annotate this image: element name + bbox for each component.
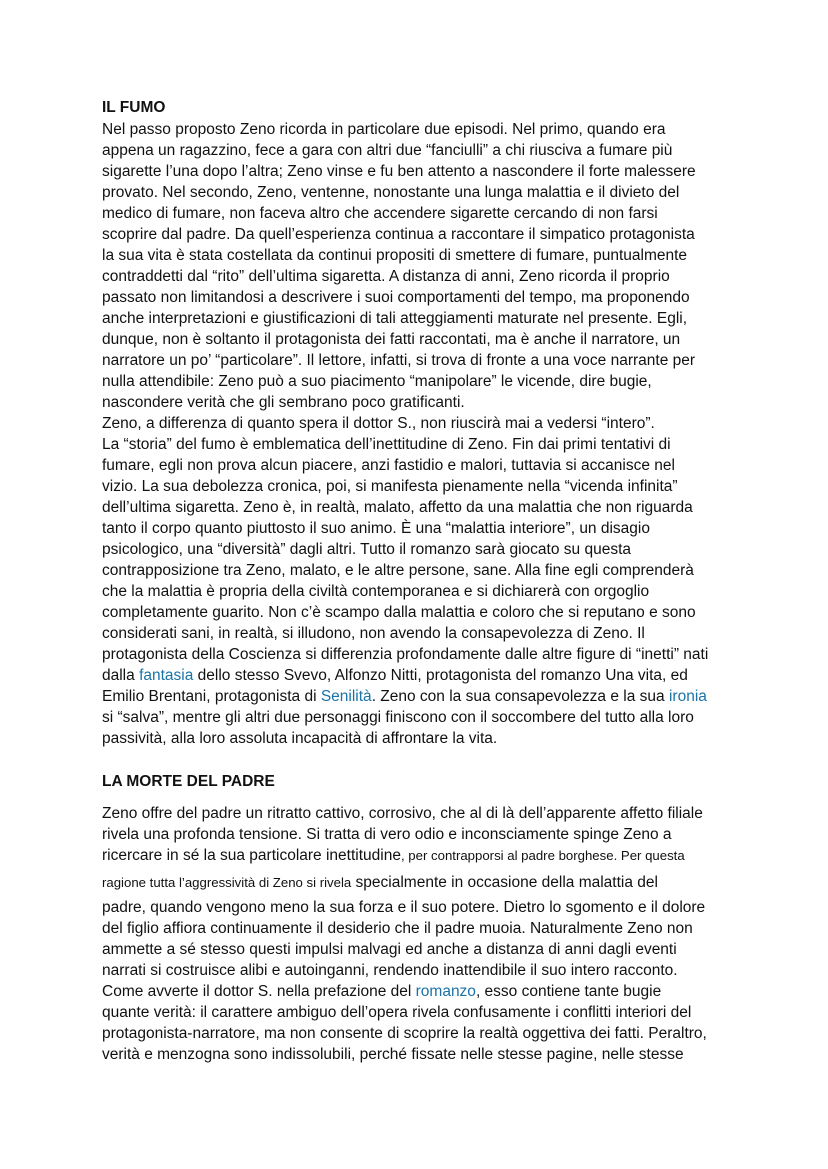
text-line: ammette a sé stesso questi impulsi malvagi ed anche a distanza di anni dagli eventi <box>102 941 677 958</box>
text-span: , esso contiene tante bugie <box>475 983 662 1000</box>
text-line: passato non limitandosi a descrivere i suoi comportamenti del tempo, ma proponendo <box>102 289 690 306</box>
text-line: fumare, egli non prova alcun piacere, anzi fastidio e malori, tuttavia si accanisce nel <box>102 457 675 474</box>
section-heading-morte-del-padre: LA MORTE DEL PADRE <box>102 773 275 790</box>
text-line: dunque, non è soltanto il protagonista dei fatti raccontati, ma è anche il narratore, un <box>102 331 681 348</box>
text-span: Come avverte il dottor S. nella prefazione del <box>102 983 416 1000</box>
text-line: passività, alla loro assoluta incapacità di affrontare la vita. <box>102 730 498 747</box>
text-line: Zeno offre del padre un ritratto cattivo, corrosivo, che al di là dell’apparente affetto filiale <box>102 805 703 822</box>
text-line <box>102 873 658 893</box>
text-line: tanto il corpo quanto piuttosto il suo animo. È una “malattia interiore”, un disagio <box>102 520 650 537</box>
link-fantasia[interactable]: fantasia <box>139 667 194 684</box>
text-line: narrati si costruisce alibi e autoinganni, rendendo inattendibile il suo intero racconto. <box>102 962 678 979</box>
text-line: rivela una profonda tensione. Si tratta di vero odio e inconsciamente spinge Zeno a <box>102 826 672 843</box>
text-line: contraddetti dal “rito” dell’ultima sigaretta. A distanza di anni, Zeno ricorda il proprio <box>102 268 670 285</box>
text-line: anche interpretazioni e giustificazioni di tali atteggiamenti maturate nel presente. Egli, <box>102 310 688 327</box>
text-line: La “storia” del fumo è emblematica dell’inettitudine di Zeno. Fin dai primi tentativi di <box>102 436 671 453</box>
text-line: scoprire dal padre. Da quell’esperienza continua a raccontare il simpatico protagonista <box>102 226 695 243</box>
text-line: medico di fumare, non faceva altro che accendere sigarette cercando di non farsi <box>102 205 658 222</box>
text-span-small: ragione tutta l’aggressività di Zeno si rivela <box>102 875 352 890</box>
text-span: dello stesso Svevo, Alfonzo Nitti, protagonista del romanzo Una vita, ed <box>193 667 688 684</box>
text-line: la sua vita è stata costellata da continui propositi di smettere di fumare, puntualmente <box>102 247 688 264</box>
text-line: padre, quando vengono meno la sua forza e il suo potere. Dietro lo sgomento e il dolore <box>102 899 706 916</box>
text-line: del figlio affiora continuamente il desiderio che il padre muoia. Naturalmente Zeno non <box>102 920 693 937</box>
text-line: dell’ultima sigaretta. Zeno è, in realtà, malato, affetto da una malattia che non riguarda <box>102 499 693 516</box>
text-span: specialmente in occasione della malattia del <box>351 874 658 891</box>
text-span: dalla <box>102 667 140 684</box>
text-line: vizio. La sua debolezza cronica, poi, si manifesta pienamente nella “vicenda infinita” <box>102 478 678 495</box>
text-line <box>102 687 707 707</box>
text-line: verità e menzogna sono indissolubili, perché fissate nelle stesse pagine, nelle stesse <box>102 1046 684 1063</box>
text-line: narratore un po’ “particolare”. Il lettore, infatti, si trova di fronte a una voce narrante per <box>102 352 696 369</box>
text-span: ricercare in sé la sua particolare inettitudine <box>102 847 401 864</box>
text-span: Emilio Brentani, protagonista di <box>102 688 321 705</box>
text-span-small: , per contrapporsi al padre borghese. Per questa <box>400 848 685 863</box>
link-ironia[interactable]: ironia <box>668 688 707 705</box>
text-line: contrapposizione tra Zeno, malato, e le altre persone, sane. Alla fine egli comprenderà <box>102 562 694 579</box>
text-line: Nel passo proposto Zeno ricorda in particolare due episodi. Nel primo, quando era <box>102 121 666 138</box>
section-heading-fumo: IL FUMO <box>102 99 166 116</box>
text-line: che la malattia è propria della civiltà contemporanea e si dichiarerà con orgoglio <box>102 583 650 600</box>
text-line <box>102 666 688 686</box>
text-line: quante verità: il carattere ambiguo dell’opera rivela confusamente i conflitti interiori del <box>102 1004 692 1021</box>
text-line: appena un ragazzino, fece a gara con altri due “fanciulli” a chi riusciva a fumare più <box>102 142 673 159</box>
text-line <box>102 846 685 866</box>
text-line: si “salva”, mentre gli altri due personaggi finiscono con il soccombere del tutto alla loro <box>102 709 694 726</box>
text-line: completamente guarito. Non c’è scampo dalla malattia e coloro che si reputano e sono <box>102 604 696 621</box>
link-senilita[interactable]: Senilità <box>320 688 372 705</box>
text-line: nascondere verità che gli sembrano poco gratificanti. <box>102 394 465 411</box>
link-romanzo[interactable]: romanzo <box>415 983 476 1000</box>
text-line: protagonista della Coscienza si differenzia profondamente dalle altre figure di “inetti” nati <box>102 646 709 663</box>
text-line: Zeno, a differenza di quanto spera il dottor S., non riuscirà mai a vedersi “intero”. <box>102 415 655 432</box>
text-line: provato. Nel secondo, Zeno, ventenne, nonostante una lunga malattia e il divieto del <box>102 184 680 201</box>
text-line <box>102 982 661 1002</box>
text-line: protagonista-narratore, ma non consente di scoprire la realtà oggettiva dei fatti. Peraltro, <box>102 1025 707 1042</box>
text-span: . Zeno con la sua consapevolezza e la sua <box>371 688 669 705</box>
text-line: sigarette l’una dopo l’altra; Zeno vinse e fu ben attento a nascondere il forte malessere <box>102 163 696 180</box>
text-line: psicologico, una “diversità” dagli altri. Tutto il romanzo sarà giocato su questa <box>102 541 631 558</box>
text-line: nulla attendibile: Zeno può a suo piacimento “manipolare” le vicende, dire bugie, <box>102 373 652 390</box>
text-line: considerati sani, in realtà, si illudono, non avendo la consapevolezza di Zeno. Il <box>102 625 645 642</box>
